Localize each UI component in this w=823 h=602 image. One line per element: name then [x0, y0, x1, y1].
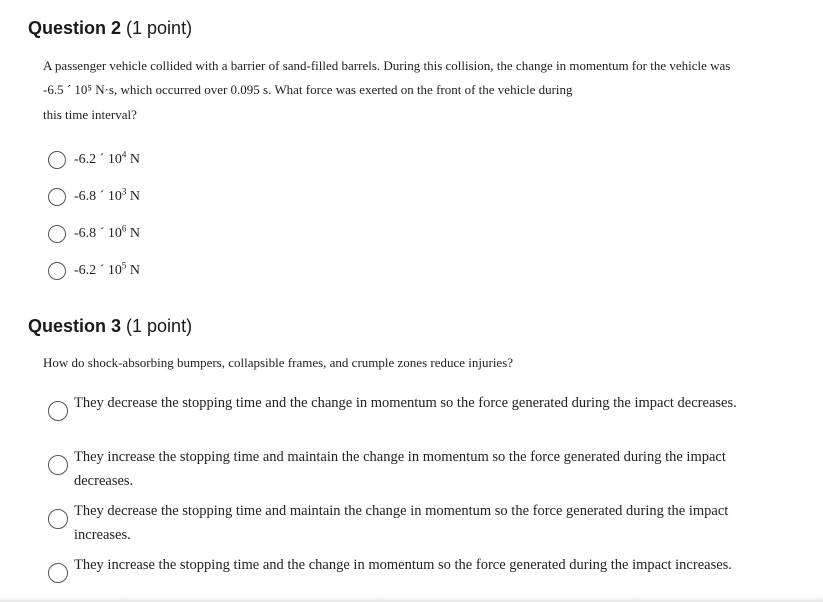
q3-option-1-label[interactable]: They decrease the stopping time and the change in momentum so the force generated during the impact decreases. [74, 395, 737, 411]
q2-option-4-unit: N [129, 263, 140, 278]
question-2-number: Question 2 [28, 18, 122, 38]
q2-option-2-radio[interactable] [48, 188, 66, 206]
q2-option-3-radio[interactable] [48, 225, 66, 243]
q3-option-3-label[interactable]: They decrease the stopping time and maintain the change in momentum so the force generated during the impact increases. [74, 503, 729, 543]
q2-option-1-radio[interactable] [48, 151, 66, 169]
question-3-number: Question 3 [28, 316, 122, 336]
question-3-text: How do shock-absorbing bumpers, collapsible frames, and crumple zones reduce injuries? [43, 355, 514, 370]
q3-option-2-radio[interactable] [48, 455, 68, 475]
q3-option-3-radio[interactable] [48, 509, 68, 529]
question-2-title [28, 18, 192, 39]
q3-option-1-radio[interactable] [48, 401, 68, 421]
q2-option-2-times: ´ [99, 189, 105, 204]
q2-option-3-unit: N [129, 226, 140, 241]
question-2-points: (1 point) [126, 18, 193, 38]
q2-option-1-exponent: 4 [121, 149, 127, 160]
q3-option-4-label[interactable]: They increase the stopping time and the change in momentum so the force generated during the impact increases. [74, 557, 732, 573]
q2-option-4-label[interactable] [74, 260, 140, 279]
q2-option-4-radio[interactable] [48, 262, 66, 280]
q2-option-2-mantissa: -6.8 [74, 189, 97, 204]
q2-option-4-base: 10 [107, 263, 122, 278]
q2-option-1-times: ´ [99, 152, 105, 167]
question-2-text-line-2: -6.5 ´ 10⁵ N·s, which occurred over 0.095 s. What force was exerted on the front of the vehicle during [43, 82, 573, 97]
q2-option-3-exponent: 6 [121, 223, 127, 234]
q2-option-2-base: 10 [107, 189, 122, 204]
question-3-points: (1 point) [126, 316, 193, 336]
question-2-text-line-1: A passenger vehicle collided with a barrier of sand-filled barrels. During this collision, the change in momentum for the vehicle was [43, 58, 731, 73]
q2-option-4-mantissa: -6.2 [74, 263, 97, 278]
q3-option-2-label[interactable]: They increase the stopping time and maintain the change in momentum so the force generated during the impact decreases. [74, 449, 726, 489]
q2-option-4-times: ´ [99, 263, 105, 278]
q2-option-2-unit: N [129, 189, 140, 204]
q2-option-1-unit: N [129, 152, 140, 167]
q2-option-3-label[interactable] [74, 223, 140, 242]
question-2-text-line-3: this time interval? [43, 107, 137, 122]
q2-option-1-base: 10 [107, 152, 122, 167]
q2-option-1-mantissa: -6.2 [74, 152, 97, 167]
q2-option-4-exponent: 5 [121, 260, 127, 271]
q2-option-3-times: ´ [99, 226, 105, 241]
q2-option-1-label[interactable] [74, 149, 140, 168]
q2-option-2-label[interactable] [74, 186, 140, 205]
q2-option-3-mantissa: -6.8 [74, 226, 97, 241]
q2-option-3-base: 10 [107, 226, 122, 241]
q3-option-4-radio[interactable] [48, 563, 68, 583]
question-3-title [28, 316, 192, 337]
bottom-edge-shadow [0, 596, 823, 602]
q2-option-2-exponent: 3 [121, 186, 127, 197]
